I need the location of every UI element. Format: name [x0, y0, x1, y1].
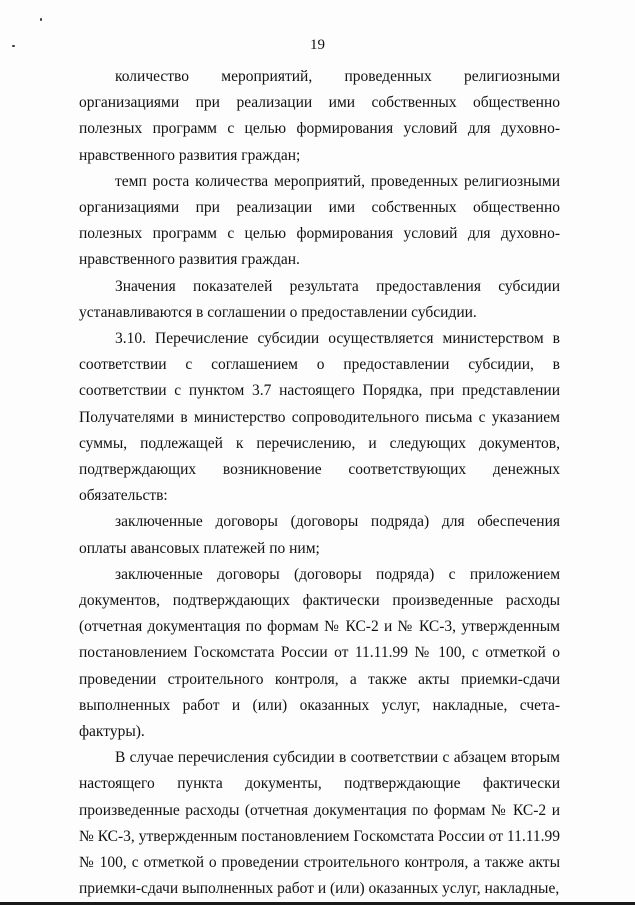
paragraph: В случае перечисления субсидии в соответствии с абзацем вторым настоящего пункта документы, подтверждающие фактически произведенные расходы (отчетная документация по формам № КС-2 и № КС-3, утвержденным постановлением Госкомстата России от 11.11.99 № 100, с отметкой о проведении строительного контроля, а также акты приемки-сдачи выполненных работ и (или) оказанных услуг, накладные,	[79, 749, 560, 898]
scan-speck	[40, 18, 42, 21]
paragraph: заключенные договоры (договоры подряда) с приложением документов, подтверждающих фактически произведенные расходы (отчетная документация по формам № КС-2 и № КС-3, утвержденным постановлением Госкомстата России от 11.11.99 № 100, с отметкой о проведении строительного контроля, а также акты приемки-сдачи выполненных работ и (или) оказанных услуг, накладные, счета-фактуры).	[79, 565, 560, 741]
body-text	[79, 64, 560, 903]
paragraph: 3.10. Перечисление субсидии осуществляется министерством в соответствии с соглашением о предоставлении субсидии, в соответствии с пунктом 3.7 настоящего Порядка, при представлении Получателями в министерство сопроводительного письма с указанием суммы, подлежащей к перечислению, и следующих документов, подтверждающих возникновение соответствующих денежных обязательств:	[79, 330, 560, 505]
paragraph: Значения показателей результата предоставления субсидии устанавливаются в соглашении о предоставлении субсидии.	[79, 277, 560, 321]
paragraph: темп роста количества мероприятий, проведенных религиозными организациями при реализации ими собственных общественно полезных программ с целью формирования условий для духовно-нравственного развития граждан.	[79, 172, 560, 269]
paragraph: заключенные договоры (договоры подряда) для обеспечения оплаты авансовых платежей по ним;	[79, 513, 560, 557]
paragraph: количество мероприятий, проведенных религиозными организациями при реализации ими собственных общественно полезных программ с целью формирования условий для духовно-нравственного развития граждан;	[79, 68, 560, 164]
page-number: 19	[310, 37, 325, 53]
